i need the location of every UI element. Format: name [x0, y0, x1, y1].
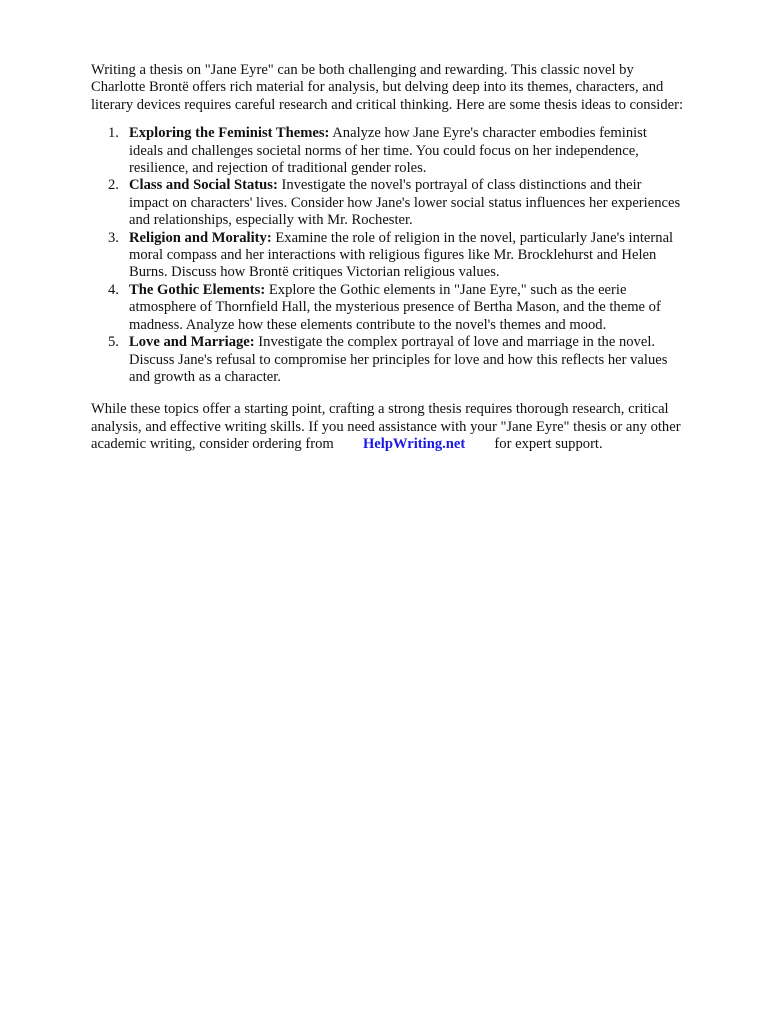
list-item-term: Love and Marriage:	[129, 334, 255, 351]
closing-line: analysis, and effective writing skills. If you need assistance with your "Jane Eyre" thesis or any other	[91, 418, 681, 435]
list-number: 5.	[108, 334, 119, 351]
list-item-text: Investigate the complex portrayal of love and marriage in the novel.	[254, 334, 656, 351]
list-number: 2.	[108, 177, 119, 194]
helpwriting-link[interactable]: HelpWriting.net	[362, 436, 466, 453]
closing-paragraph	[91, 401, 727, 453]
list-item-term: Exploring the Feminist Themes:	[129, 125, 330, 142]
list-item	[91, 125, 727, 177]
list-item-text: Analyze how Jane Eyre's character embodies feminist	[329, 125, 647, 142]
list-item-line: atmosphere of Thornfield Hall, the mysterious presence of Bertha Mason, and the theme of	[129, 299, 661, 316]
list-item-line: Discuss Jane's refusal to compromise her principles for love and how this reflects her values	[129, 351, 668, 368]
list-item-line: and relationships, especially with Mr. Rochester.	[129, 212, 413, 229]
closing-last-line	[91, 436, 727, 453]
intro-line: Writing a thesis on "Jane Eyre" can be both challenging and rewarding. This classic novel by	[91, 62, 634, 78]
list-item-line: moral compass and her interactions with religious figures like Mr. Brocklehurst and Helen	[129, 247, 657, 264]
document-page	[91, 62, 727, 454]
list-item-line: Burns. Discuss how Brontë critiques Victorian religious values.	[129, 264, 500, 281]
list-item-line: and growth as a character.	[129, 368, 281, 385]
list-item-text: Explore the Gothic elements in "Jane Eyre," such as the eerie	[265, 281, 627, 298]
list-item-line: madness. Analyze how these elements contribute to the novel's themes and mood.	[129, 316, 607, 333]
list-item	[91, 177, 727, 229]
list-item-line: ideals and challenges societal norms of her time. You could focus on her independence,	[129, 142, 639, 159]
list-item-first-line	[129, 334, 727, 351]
list-item	[91, 230, 727, 282]
list-item-first-line	[129, 125, 727, 142]
list-item-first-line	[129, 282, 727, 299]
list-item-first-line	[129, 230, 727, 247]
list-item-text: Investigate the novel's portrayal of class distinctions and their	[277, 177, 642, 194]
list-item	[91, 334, 727, 386]
list-item-line: impact on characters' lives. Consider how Jane's lower social status influences her experiences	[129, 194, 681, 211]
list-number: 1.	[108, 125, 119, 142]
thesis-ideas-list	[91, 125, 727, 386]
intro-line: Charlotte Brontë offers rich material for analysis, but delving deep into its themes, characters, and	[91, 79, 664, 96]
list-item-term: The Gothic Elements:	[129, 281, 266, 298]
list-item-line: resilience, and rejection of traditional gender roles.	[129, 160, 427, 177]
intro-line: literary devices requires careful research and critical thinking. Here are some thesis ideas to consider:	[91, 96, 684, 113]
closing-line: While these topics offer a starting point, crafting a strong thesis requires thorough research, critical	[91, 401, 669, 418]
list-item	[91, 282, 727, 334]
list-item-text: Examine the role of religion in the novel, particularly Jane's internal	[271, 229, 674, 246]
list-item-term: Class and Social Status:	[129, 177, 278, 194]
list-item-first-line	[129, 177, 727, 194]
closing-prefix: academic writing, consider ordering from	[91, 436, 334, 453]
closing-suffix: for expert support.	[494, 436, 603, 453]
intro-paragraph	[91, 62, 727, 114]
list-item-term: Religion and Morality:	[129, 229, 272, 246]
list-number: 4.	[108, 281, 119, 298]
list-number: 3.	[108, 229, 119, 246]
